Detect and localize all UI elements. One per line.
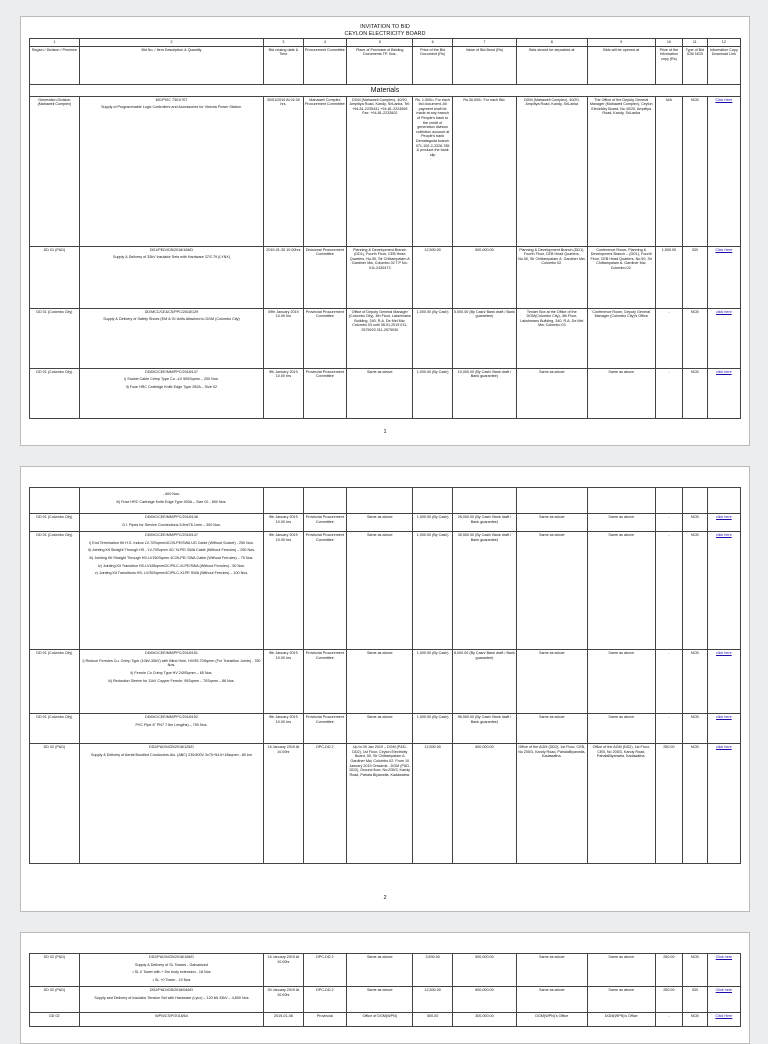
info-copy-price-cell: -	[655, 308, 682, 368]
closing-date-cell: 9th January 2019 10.00 hrs	[264, 650, 303, 714]
item-description: iii) Jointing Kit Straight Through HS-LV150Sqmm 4C/XLPE/ SWA Cable (Without Ferrules) – 75 Nos.	[89, 555, 254, 560]
region-cell: DD 02 (P&D)	[30, 987, 80, 1013]
item-description: Supply and Delivery of Insulator Tension Set with Hardware (Lynx) – 120 kN 33kV – 4,800 Nos	[94, 995, 249, 1000]
table-row	[30, 650, 741, 714]
info-copy-price-cell: -	[655, 714, 682, 744]
item-description: i) Reduce Ferrules Cu. Crimp Type (10kV-30kV) with Blind Hole, HV/95-70Sqmm (For Transition Joints) - 750 Nos.	[82, 658, 261, 668]
item-description: v) Jointing Kit Transitions HS- LV/35Sqmm/4C/PILC-XLPE SWA (Without Ferrules) – 100 Nos.	[94, 571, 249, 576]
bid-bond-cell: 26,000.00 (By Cash/ Bank draft / Bank guarantee)	[452, 514, 516, 532]
region-cell: DD 01 (Colombo City)	[30, 714, 80, 744]
document-page-1	[20, 16, 750, 446]
column-number: 10	[655, 39, 682, 47]
bid-number: DD1/PED/ICB/2018/108/D	[149, 247, 194, 252]
document-price-cell: 12,500.00	[413, 744, 452, 864]
column-header: Bid closing date & Time	[264, 46, 303, 84]
download-link[interactable]: Click Here	[715, 97, 733, 102]
item-description: Supply & Delivery of SL Towers - Galvanized	[134, 962, 208, 967]
bid-rows	[30, 954, 741, 1027]
column-header-row	[30, 46, 741, 84]
region-cell: DD 01 (Colombo City)	[30, 532, 80, 650]
item-description: Supply & Delivery of Aerial Bundled Conductors Alu. (ABC) 230/400V 3x70+54.6+16sqmm - 80 km	[91, 752, 252, 757]
description-cell	[79, 96, 263, 246]
document-price-cell: 500.00	[413, 1013, 452, 1027]
bid-rows	[30, 488, 741, 864]
column-header: Price of the Bid Document (Rs)	[413, 46, 452, 84]
closing-date-cell: 16 January 2019 At 10.00hr	[264, 744, 303, 864]
deposit-location-cell: Same as above	[517, 954, 587, 987]
table-row	[30, 488, 741, 514]
bid-type-cell: NCB	[682, 954, 707, 987]
description-cell	[79, 744, 263, 864]
purchase-place-cell: Up to 09 Jan 2019 – DGM (P&D-DD2), 1st Floor, Ceylon Electricity Board, 50, Sir Chittampalam A Gardiner Mw, Colombo 02. From 10 January 2019 Onwards - DGM (P&D-DD2), Ground floor, No:205/3, Kandy Road, Pahala Biyanwila, Kadawatha.	[347, 744, 413, 864]
bid-type-cell: NCB	[682, 96, 707, 246]
bid-bond-cell: 96,500.00 (By Cash/ Bank draft / Bank guarantee)	[452, 714, 516, 744]
opening-location-cell: Same as above	[587, 987, 655, 1013]
region-cell: DD 01 (Colombo City)	[30, 650, 80, 714]
purchase-place-cell: Planning & Development Branch (DD1), Fourth Floor, CEB Head Quarters, No.50, Sir Chittampalam A Gardiner Mw, Colombo 02 T.P No: 011-2430473	[347, 246, 413, 308]
download-link-cell	[707, 650, 740, 714]
download-link[interactable]: click here	[716, 745, 732, 750]
description-cell	[79, 954, 263, 987]
closing-date-cell	[264, 488, 303, 514]
opening-location-cell	[587, 488, 655, 514]
column-number: 4	[303, 39, 347, 47]
committee-cell: Provincial	[303, 1013, 347, 1027]
bid-number: DD/MC/CEE/MM/PPC/2018/147	[145, 369, 198, 374]
download-link-cell	[707, 1013, 740, 1027]
table-row	[30, 96, 741, 246]
region-cell: DD 01 (Colombo City)	[30, 514, 80, 532]
opening-location-cell: The Office of the Deputy General Manager (Mahaweli Complex), Ceylon Electricity Board, No 40/20, Ampitiya Road, Kandy, SriLanka	[587, 96, 655, 246]
bid-type-cell: NCB	[682, 368, 707, 418]
bid-bond-cell: 10,000.00 (By Cash/ Bank draft / Bank guarantee)	[452, 368, 516, 418]
column-number: 7	[452, 39, 516, 47]
download-link-cell	[707, 308, 740, 368]
bid-type-cell: NCB	[682, 308, 707, 368]
committee-cell: Mahaweli Complex Procurement Committee	[303, 96, 347, 246]
bid-bond-cell: Rs.30,000/- For each Bid.	[452, 96, 516, 246]
document-price-cell: 1,000.00 (By Cash)	[413, 308, 452, 368]
column-number: 2	[79, 39, 263, 47]
region-cell: DD 01 (Colombo City)	[30, 308, 80, 368]
column-header: Value of Bid Bond (Rs)	[452, 46, 516, 84]
opening-location-cell: DGM(WPN)'s Office	[587, 1013, 655, 1027]
closing-date-cell: 9th January 2019 10.00 hrs	[264, 714, 303, 744]
column-number: 6	[413, 39, 452, 47]
download-link-cell	[707, 488, 740, 514]
document-price-cell	[413, 488, 452, 514]
bid-bond-cell: 5,000.00 (By Cash/ Bank draft / Bank guarantee)	[452, 308, 516, 368]
bid-number: WPN/CS/P/2018/64	[155, 1014, 188, 1019]
committee-cell: Divisional Procurement Committee	[303, 246, 347, 308]
opening-location-cell: Same as above	[587, 514, 655, 532]
page-number: 2	[383, 895, 387, 901]
purchase-place-cell: Same as above	[347, 954, 413, 987]
document-page-2	[20, 466, 750, 912]
description-cell	[79, 246, 263, 308]
committee-cell: Provincial Procurement Committee	[303, 308, 347, 368]
column-header: Procurement Committee	[303, 46, 347, 84]
info-copy-price-cell: 250.00	[655, 954, 682, 987]
region-cell: Generation Division (Mahaweli Complex)	[30, 96, 80, 246]
purchase-place-cell: Same as above	[347, 514, 413, 532]
purchase-place-cell: Same as above	[347, 368, 413, 418]
info-copy-price-cell: 1,500.00	[655, 246, 682, 308]
committee-cell: Provincial Procurement Committee	[303, 514, 347, 532]
deposit-location-cell: Planning & Development Branch (DD1), Fourth Floor, CEB Head Quarters, No.50, Sir Chittampalam A. Gardiner Mw, Colombo 02.	[517, 246, 587, 308]
column-header: Bids will be opened at	[587, 46, 655, 84]
item-description: Supply & Delivery of Safety Shoes (EM & GI Units Attached to DGM (Colombo City)	[103, 317, 240, 322]
column-header: Place of Purchase of Bidding Documents TP. Nos.	[347, 46, 413, 84]
closing-date-cell: 9th January 2019 10.00 hrs	[264, 532, 303, 650]
committee-cell: DPC-DD 2	[303, 744, 347, 864]
region-cell	[30, 488, 80, 514]
deposit-location-cell: Same as above	[517, 514, 587, 532]
bid-bond-cell: 35,500.00 (By Cash/ Bank draft / Bank guarantee)	[452, 532, 516, 650]
closing-date-cell: 09th January 2019 10.00 hrs	[264, 308, 303, 368]
item-description: PVC Pipe 6" PN7 7.6m Lengths) – 750 Nos.	[135, 722, 208, 727]
description-cell	[79, 368, 263, 418]
column-header: Type of Bid ICB/ NCB	[682, 46, 707, 84]
document-price-cell: 3,500.00	[413, 954, 452, 987]
document-price-cell: 12,500.00	[413, 987, 452, 1013]
info-copy-price-cell: -	[655, 368, 682, 418]
table-row	[30, 308, 741, 368]
item-description: iii) Reduction Sleeve for 11kV Copper Ferrule, 95Sqmm – 70Sqmm – 86 Nos.	[108, 678, 235, 683]
purchase-place-cell: Same as above	[347, 714, 413, 744]
item-description: ii) Ferrule Cu Crimp Type HV 240Sqmm – 65 Nos.	[130, 670, 213, 675]
download-link-cell	[707, 246, 740, 308]
bid-number: DD/MCC/CE&CS/PPC/2018/129	[144, 309, 199, 314]
bid-type-cell: NCB	[682, 650, 707, 714]
table-row	[30, 514, 741, 532]
download-link[interactable]: Click Here	[715, 247, 733, 252]
committee-cell: Provincial Procurement Committee	[303, 368, 347, 418]
deposit-location-cell: Office of the AGM (DD2), 1st Floor, CEB, No 205/3, Kandy Road, PahalaBiyanwila, Kadawatha.	[517, 744, 587, 864]
table-row	[30, 246, 741, 308]
deposit-location-cell: DGM (Mahaweli Complex), 40/20, Ampitiya Road, Kandy, SriLanka	[517, 96, 587, 246]
table-row	[30, 1013, 741, 1027]
download-link-cell	[707, 532, 740, 650]
closing-date-cell: 30/01/2019 At 02.00 hrs.	[264, 96, 303, 246]
bid-number: DD2/P&D/ICB/2018/046/D	[149, 988, 194, 993]
description-cell	[79, 532, 263, 650]
bid-number: DD/MC/CEE/MM/PPC/2018/151	[145, 651, 198, 656]
info-copy-price-cell: -	[655, 532, 682, 650]
download-link-cell	[707, 96, 740, 246]
bid-type-cell: NCB	[682, 1013, 707, 1027]
closing-date-cell: 30 January 2019 At 10.00hr	[264, 987, 303, 1013]
download-link-cell	[707, 714, 740, 744]
description-cell	[79, 488, 263, 514]
bid-type-cell: NCB	[682, 744, 707, 864]
closing-date-cell: 9th January 2019 10.00 hrs	[264, 368, 303, 418]
bid-number: DD2/P&D/NCB/2018/108/D	[149, 955, 194, 959]
bid-bond-cell	[452, 488, 516, 514]
column-header: Bids should be deposited at	[517, 46, 587, 84]
info-copy-price-cell: -	[655, 1013, 682, 1027]
bid-bond-cell: 500,000.00	[452, 246, 516, 308]
description-cell	[79, 987, 263, 1013]
description-cell	[79, 514, 263, 532]
item-description: i) Socket Cable Crimp Type Cu –LV 500Sqmm – 200 Nos.	[124, 377, 219, 382]
bid-table-page-1	[29, 38, 741, 419]
table-row	[30, 954, 741, 987]
download-link-cell	[707, 744, 740, 864]
column-number: 3	[264, 39, 303, 47]
region-cell: DD 02 (P&D)	[30, 744, 80, 864]
info-copy-price-cell: N/A	[655, 96, 682, 246]
opening-location-cell: Same as above	[587, 650, 655, 714]
bid-number: DD/MC/CEE/MM/PPC/2018/147	[145, 533, 198, 538]
download-link[interactable]: click here	[716, 515, 732, 519]
document-price-cell: Rs. 1,500/= For each bid document. All payment shall be made at any branch of People's bank to the credit of generation division collection account at People's bank Dematagoda branch 071-100-2-3326-785 & produce the bank slip	[413, 96, 452, 246]
bid-type-cell: ICB	[682, 246, 707, 308]
opening-location-cell: Same as above	[587, 714, 655, 744]
download-link[interactable]: Click here	[715, 955, 733, 959]
bid-bond-cell: 600,000.00	[452, 987, 516, 1013]
download-link[interactable]: click here	[716, 369, 732, 374]
deposit-location-cell: Same as above	[517, 368, 587, 418]
column-number: 1	[30, 39, 80, 47]
deposit-location-cell: Tender Box at the Office of the DGM(Colombo City), 4th Floor, Lakshmans Building, 340, R.A. De Mel Mw, Colombo 03	[517, 308, 587, 368]
description-cell	[79, 714, 263, 744]
table-row	[30, 532, 741, 650]
deposit-location-cell: Same as above	[517, 714, 587, 744]
bid-number: MC/PVIC 7301/?07	[155, 97, 188, 102]
purchase-place-cell	[347, 488, 413, 514]
document-price-cell: 1,000.00 (By Cash)	[413, 714, 452, 744]
table-row	[30, 744, 741, 864]
info-copy-price-cell: 250.00	[655, 744, 682, 864]
opening-location-cell: Conference Room, Deputy General Manager (Colombo City)'s Office	[587, 308, 655, 368]
download-link-cell	[707, 368, 740, 418]
purchase-place-cell: Same as above	[347, 532, 413, 650]
opening-location-cell: Office of the AGM (DD2), 1st Floor, CEB, No 205/3, Kandy Road, PahalaBiyanwila, Kadawatha.	[587, 744, 655, 864]
committee-cell: DPC-DD 2	[303, 954, 347, 987]
closing-date-cell: 2019-01-30 10.00hrs	[264, 246, 303, 308]
opening-location-cell: Conference Room, Planning & Development Branch – (DD1), Fourth Floor, CEB Head Quarters, No.50, Sir Chittampalam A. Gardiner Mw, Colombo 02.	[587, 246, 655, 308]
purchase-place-cell: Office of Deputy General Manager (Colombo City), 4th Floor, Lakshmans Building, 340, R.A. De Mel Mw, Colombo 03 until 08.01.2019 011-2575923 011-2575930	[347, 308, 413, 368]
column-header: Bid No. / Item Description & Quantity	[79, 46, 263, 84]
deposit-location-cell: Same as above	[517, 650, 587, 714]
region-cell: DD 02 (P&D)	[30, 954, 80, 987]
download-link-cell	[707, 954, 740, 987]
opening-location-cell: Same as above	[587, 954, 655, 987]
document-price-cell: 1,000.00 (By Cash)	[413, 650, 452, 714]
info-copy-price-cell: 250.00	[655, 987, 682, 1013]
closing-date-cell: 2019-01-08	[264, 1013, 303, 1027]
item-description: i) End Termination Kit H.S. Indoor LV-70Sqmm/4C/XLPE/SWA UG Cable (Without Socket) - 250 Nos.	[89, 540, 254, 545]
bid-number: DD/MC/CEE/MM/PPC/2018/152	[145, 715, 198, 720]
item-description: • SL +0 Tower - 19 Nos	[152, 977, 191, 982]
column-number: 5	[347, 39, 413, 47]
column-header: Region / Division / Province	[30, 46, 80, 84]
item-description: • SL 0 Tower with + 5m body extension - 18 Nos	[132, 970, 211, 975]
region-cell: DD 02	[30, 1013, 80, 1027]
column-number: 8	[517, 39, 587, 47]
download-link-cell	[707, 514, 740, 532]
bid-type-cell: ICB	[682, 987, 707, 1013]
column-header: Price of the information copy (Rs)	[655, 46, 682, 84]
item-description: - 600 Nos.	[162, 492, 180, 496]
document-price-cell: 1,000.00 (By Cash)	[413, 514, 452, 532]
item-description: ii) Jointing Kit Straight Through HS - LV-70Sqmm 4C/ XLPE/ SWA Cable (Without Ferrules) – 250 Nos.	[87, 548, 256, 553]
download-link[interactable]: click here	[716, 533, 732, 538]
bid-rows	[30, 96, 741, 418]
bid-type-cell: NCB	[682, 514, 707, 532]
table-row	[30, 368, 741, 418]
committee-cell: Provincial Procurement Committee	[303, 532, 347, 650]
document-price-cell: 12,500.00	[413, 246, 452, 308]
purchase-place-cell: Same as above	[347, 987, 413, 1013]
purchase-place-cell: Same as above	[347, 650, 413, 714]
download-link[interactable]: click here	[716, 715, 732, 720]
closing-date-cell: 9th January 2019 10.00 hrs	[264, 514, 303, 532]
download-link[interactable]: Click here	[715, 988, 733, 993]
bid-type-cell: NCB	[682, 714, 707, 744]
info-copy-price-cell: -	[655, 650, 682, 714]
download-link[interactable]: click here	[716, 309, 732, 314]
info-copy-price-cell: -	[655, 514, 682, 532]
bid-bond-cell: 500,000.00	[452, 954, 516, 987]
column-header: Information Copy Download Link	[707, 46, 740, 84]
description-cell	[79, 1013, 263, 1027]
download-link[interactable]: Click Here	[715, 1014, 733, 1019]
purchase-place-cell: DGM (Mahaweli Complex), 40/20, Ampitiya Road, Kandy, SriLanka. Tel: +94-81-2235431 +94-81-2224569 Fax: +94-81-2232602	[347, 96, 413, 246]
bid-bond-cell: 600,000.00	[452, 744, 516, 864]
page-number: 1	[383, 429, 387, 435]
item-description: Supply & Delivery of 33kV Insulator Sets with Hardware 37/2.79 (LYNX)	[112, 255, 230, 260]
committee-cell: Provincial Procurement Committee	[303, 650, 347, 714]
item-description: G.I. Pipes for Service Connections 5.8m/76.1mm – 300 Nos.	[122, 522, 221, 527]
bid-table-page-3	[29, 953, 741, 1027]
item-description: Supply of Programmable Logic Controllers and Accessories for Victoria Power Station.	[101, 105, 242, 110]
bid-type-cell: NCB	[682, 532, 707, 650]
closing-date-cell: 16 January 2019 At 10.00hr	[264, 954, 303, 987]
column-number: 12	[707, 39, 740, 47]
bid-number: DD/MC/CEE/MM/PPC/2018/146	[145, 515, 198, 519]
deposit-location-cell: Same as above	[517, 987, 587, 1013]
document-price-cell: 1,000.00 (By Cash)	[413, 368, 452, 418]
section-title: Materials	[30, 84, 741, 96]
committee-cell: Provincial Procurement Committee	[303, 714, 347, 744]
description-cell	[79, 308, 263, 368]
item-description: iv) Jointing Kit Transition HS-LV185qmm/2C/PILC-XLPE/SWA (Without Ferrules) - 50 Nos.	[97, 563, 246, 568]
document-price-cell: 1,000.00 (By Cash)	[413, 532, 452, 650]
opening-location-cell: Same as above	[587, 368, 655, 418]
purchase-place-cell: Office of DGM(WPN)	[347, 1013, 413, 1027]
region-cell: DD 01 (P&D)	[30, 246, 80, 308]
description-cell	[79, 650, 263, 714]
bid-number: DD2/P&D/NCB/2018/125/D	[149, 745, 194, 750]
table-row	[30, 714, 741, 744]
bid-table-page-2	[29, 487, 741, 864]
deposit-location-cell: Same as above	[517, 532, 587, 650]
deposit-location-cell: DGM(WPN)'s Office	[517, 1013, 587, 1027]
section-row	[30, 84, 741, 96]
deposit-location-cell	[517, 488, 587, 514]
info-copy-price-cell	[655, 488, 682, 514]
region-cell: DD 01 (Colombo City)	[30, 368, 80, 418]
table-row	[30, 987, 741, 1013]
document-page-3	[20, 932, 750, 1044]
bid-type-cell	[682, 488, 707, 514]
bid-bond-cell: 300,000.00	[452, 1013, 516, 1027]
bid-bond-cell: 8,000.00 (By Cash/ Bank draft / Bank guarantee)	[452, 650, 516, 714]
column-number-row	[30, 39, 741, 47]
committee-cell	[303, 488, 347, 514]
column-number: 11	[682, 39, 707, 47]
opening-location-cell: Same as above	[587, 532, 655, 650]
download-link-cell	[707, 987, 740, 1013]
download-link[interactable]: click here	[716, 651, 732, 656]
column-number: 9	[587, 39, 655, 47]
committee-cell: DPC-DD 2	[303, 987, 347, 1013]
document-title: INVITATION TO BID CEYLON ELECTRICITY BOARD	[344, 24, 426, 37]
item-description: iii) Fuse HRC Cartridge Knife Edge Type 400A – Size 02 - 600 Nos.	[116, 499, 227, 504]
item-description: ii) Fuse HRC Cartridge Knife Edge Type 250A – Size 02	[125, 384, 218, 389]
